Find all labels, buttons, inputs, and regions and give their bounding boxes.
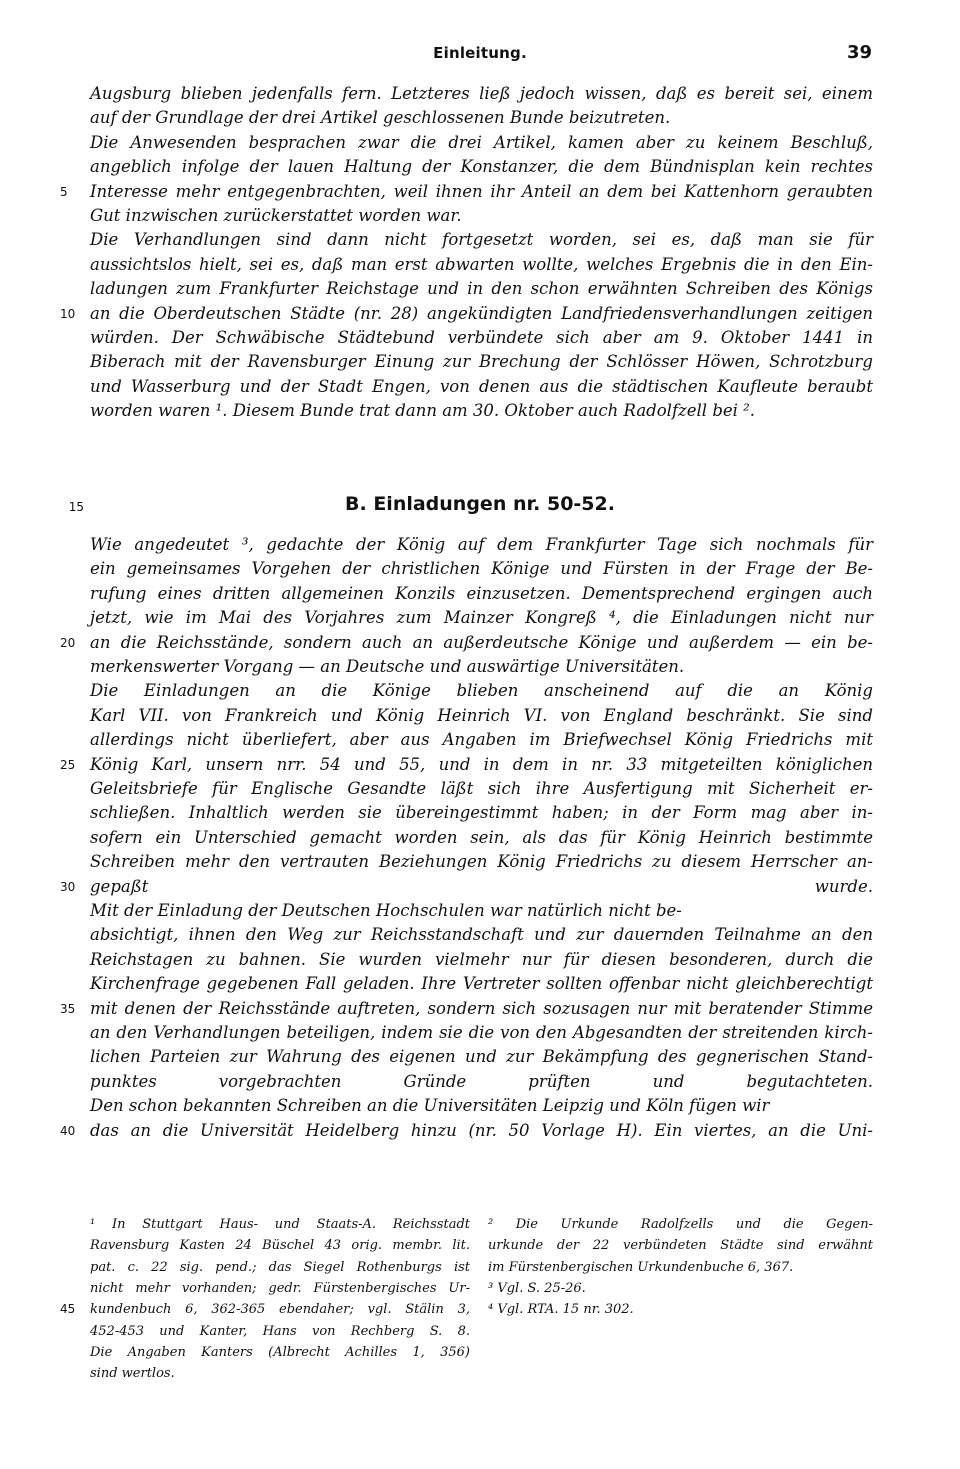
text-line [60, 1119, 873, 1143]
text-line [90, 850, 873, 874]
text-line [90, 679, 873, 703]
line-text: würden. Der Schwäbische Städtebund verbündete sich aber am 9. Oktober 1441 in [90, 328, 873, 347]
line-text: angeblich infolge der lauen Haltung der Konstanzer, die dem Bündnisplan kein rechtes [90, 157, 873, 177]
text-line [60, 997, 873, 1021]
line-text: Den schon bekannten Schreiben an die Universitäten Leipzig und Köln fügen wir [90, 1096, 770, 1116]
section-heading: B. Einladungen nr. 50-52. [345, 493, 615, 515]
line-text: Ravensburg Kasten 24 Büschel 43 orig. membr. lit. [90, 1238, 470, 1254]
line-text: Gut inzwischen zurückerstattet worden war. [90, 206, 462, 225]
line-number: 20 [60, 635, 76, 650]
text-line [90, 826, 873, 850]
text-line [90, 1321, 470, 1342]
line-text: allerdings nicht überliefert, aber aus Angaben im Briefwechsel König Friedrichs mit [90, 730, 873, 750]
line-text: an die Reichsstände, sondern auch an außerdeutsche Könige und außerdem — ein be- [90, 632, 873, 652]
line-text: auf der Grundlage der drei Artikel geschlossenen Bunde beizutreten. [90, 108, 671, 128]
text-line [60, 1299, 470, 1320]
running-head-title: Einleitung. [433, 44, 527, 62]
text-line [90, 350, 873, 374]
text-line [90, 106, 873, 130]
line-text: an die Oberdeutschen Städte (nr. 28) angekündigten Landfriedensverhandlungen zeitigen [90, 303, 873, 323]
line-text: sind wertlos. [90, 1366, 175, 1382]
text-line [90, 228, 873, 252]
text-line [90, 582, 873, 606]
line-text: nicht mehr vorhanden; gedr. Fürstenbergisches Ur- [90, 1280, 470, 1296]
text-line [60, 631, 873, 655]
footnote-line: ⁴ Vgl. RTA. 15 nr. 302. [488, 1302, 634, 1318]
line-text: merkenswerter Vorgang — an Deutsche und auswärtige Universitäten. [90, 657, 685, 676]
line-text: jetzt, wie im Mai des Vorjahres zum Mainzer Kongreß ⁴, die Einladungen nicht nur [90, 608, 873, 628]
line-text: ladungen zum Frankfurter Reichstage und in den schon erwähnten Schreiben des Königs [90, 279, 873, 299]
line-text: das an die Universität Heidelberg hinzu (nr. 50 Vorlage H). Ein viertes, an die Uni- [90, 1120, 873, 1140]
line-text: lichen Parteien zur Wahrung des eigenen und zur Bekämpfung des gegnerischen Stand- [90, 1047, 873, 1067]
text-line [90, 399, 873, 423]
text-line [90, 277, 873, 301]
line-text: punktes vorgebrachten Gründe prüften und begutachteten. [90, 1071, 873, 1091]
line-text: Mit der Einladung der Deutschen Hochschulen war natürlich nicht be- [90, 901, 682, 920]
text-line [90, 923, 873, 947]
text-line [90, 1257, 470, 1278]
line-text: ¹ In Stuttgart Haus- und Staats-A. Reichsstadt [90, 1217, 470, 1232]
footnote-line: im Fürstenbergischen Urkundenbuche 6, 367. [488, 1259, 794, 1275]
line-text: und Wasserburg und der Stadt Engen, von denen aus die städtischen Kaufleute beraubt [90, 376, 873, 396]
line-text: Karl VII. von Frankreich und König Heinrich VI. von England beschränkt. Sie sind [90, 705, 873, 725]
text-line [90, 972, 873, 996]
line-text: Biberach mit der Ravensburger Einung zur Brechung der Schlösser Höwen, Schrotzburg [90, 352, 873, 372]
line-text: Geleitsbriefe für Englische Gesandte läßt sich ihre Ausfertigung mit Sicherheit er- [90, 779, 873, 798]
line-text: an den Verhandlungen beteiligen, indem sie die von den Abgesandten der streitenden kirch- [90, 1023, 873, 1042]
text-line [90, 131, 873, 155]
text-line [90, 1235, 470, 1256]
text-line [90, 1342, 470, 1363]
line-text: Schreiben mehr den vertrauten Beziehungen König Friedrichs zu diesem Herrscher an- [90, 852, 873, 872]
line-number: 45 [60, 1302, 76, 1317]
text-line [90, 557, 873, 581]
line-text: worden waren ¹. Diesem Bunde trat dann am 30. Oktober auch Radolfzell bei ². [90, 401, 756, 421]
line-number: 40 [60, 1123, 76, 1138]
text-line [90, 253, 873, 277]
text-line [90, 155, 873, 179]
footnote-line: ³ Vgl. S. 25-26. [488, 1280, 586, 1296]
line-text: Reichstagen zu bahnen. Sie wurden vielmehr nur für diesen besonderen, durch die [90, 949, 873, 969]
text-line [90, 375, 873, 399]
line-text: Augsburg blieben jedenfalls fern. Letzteres ließ jedoch wissen, daß es bereit sei, einem [90, 84, 873, 103]
line-text: absichtigt, ihnen den Weg zur Reichsstandschaft und zur dauernden Teilnahme an den [90, 925, 873, 945]
line-text: sofern ein Unterschied gemacht worden sein, als das für König Heinrich bestimmte [90, 827, 873, 847]
page-number: 39 [846, 42, 872, 63]
text-line [90, 899, 873, 923]
line-text: mit denen der Reichsstände auftreten, sondern sich sozusagen nur mit beratender Stimme [90, 998, 873, 1018]
text-line [90, 948, 873, 972]
line-number: 10 [60, 306, 76, 321]
line-number: 5 [60, 184, 68, 199]
footnote-line: urkunde der 22 verbündeten Städte sind erwähnt [488, 1238, 873, 1254]
line-text: pat. c. 22 sig. pend.; das Siegel Rothenburgs ist [90, 1259, 470, 1275]
text-line [60, 753, 873, 777]
line-text: Die Anwesenden besprachen zwar die drei Artikel, kamen aber zu keinem Beschluß, [90, 132, 873, 152]
text-line [90, 1094, 873, 1118]
line-text: ein gemeinsames Vorgehen der christlichen Könige und Fürsten in der Frage der Be- [90, 559, 873, 579]
text-line [90, 777, 873, 801]
text-line [90, 82, 873, 106]
line-number: 35 [60, 1001, 76, 1016]
text-line [90, 1070, 873, 1094]
line-text: rufung eines dritten allgemeinen Konzils einzusetzen. Dementsprechend ergingen auch [90, 583, 873, 603]
footnote-line: ² Die Urkunde Radolfzells und die Gegen- [488, 1217, 873, 1232]
text-line [90, 1363, 470, 1384]
text-line [90, 204, 873, 228]
text-line [90, 1278, 470, 1299]
text-line [90, 1045, 873, 1069]
text-line [90, 326, 873, 350]
text-line [90, 1021, 873, 1045]
line-text: König Karl, unsern nrr. 54 und 55, und in dem in nr. 33 mitgeteilten königlichen [90, 754, 873, 774]
text-line [90, 655, 873, 679]
section-line-number: 15 [68, 500, 84, 514]
line-number: 30 [60, 879, 76, 894]
line-number: 25 [60, 757, 76, 772]
text-line [90, 606, 873, 630]
text-line [90, 533, 873, 557]
line-text: Interesse mehr entgegenbrachten, weil ihnen ihr Anteil an dem bei Kattenhorn geraubten [90, 181, 873, 201]
text-line [90, 728, 873, 752]
line-text: schließen. Inhaltlich werden sie übereingestimmt haben; in der Form mag aber in- [90, 803, 873, 823]
text-line [60, 875, 873, 899]
text-line [90, 704, 873, 728]
line-text: Wie angedeutet ³, gedachte der König auf dem Frankfurter Tage sich nochmals für [90, 535, 873, 554]
text-line [90, 801, 873, 825]
text-line [60, 180, 873, 204]
line-text: aussichtslos hielt, sei es, daß man erst abwarten wollte, welches Ergebnis die in den Ein- [90, 254, 873, 274]
line-text: Die Verhandlungen sind dann nicht fortgesetzt worden, sei es, daß man sie für [90, 230, 873, 250]
line-text: Die Angaben Kanters (Albrecht Achilles 1, 356) [90, 1344, 470, 1360]
text-line [90, 1214, 470, 1235]
text-line [60, 302, 873, 326]
line-text: Kirchenfrage gegebenen Fall geladen. Ihre Vertreter sollten offenbar nicht gleichberechtigt [90, 974, 873, 994]
line-text: gepaßt wurde. [90, 876, 873, 896]
line-text: kundenbuch 6, 362-365 ebendaher; vgl. Stälin 3, [90, 1302, 470, 1318]
line-text: 452-453 und Kanter, Hans von Rechberg S. 8. [90, 1323, 470, 1339]
line-text: Die Einladungen an die Könige blieben anscheinend auf die an König [90, 681, 873, 701]
